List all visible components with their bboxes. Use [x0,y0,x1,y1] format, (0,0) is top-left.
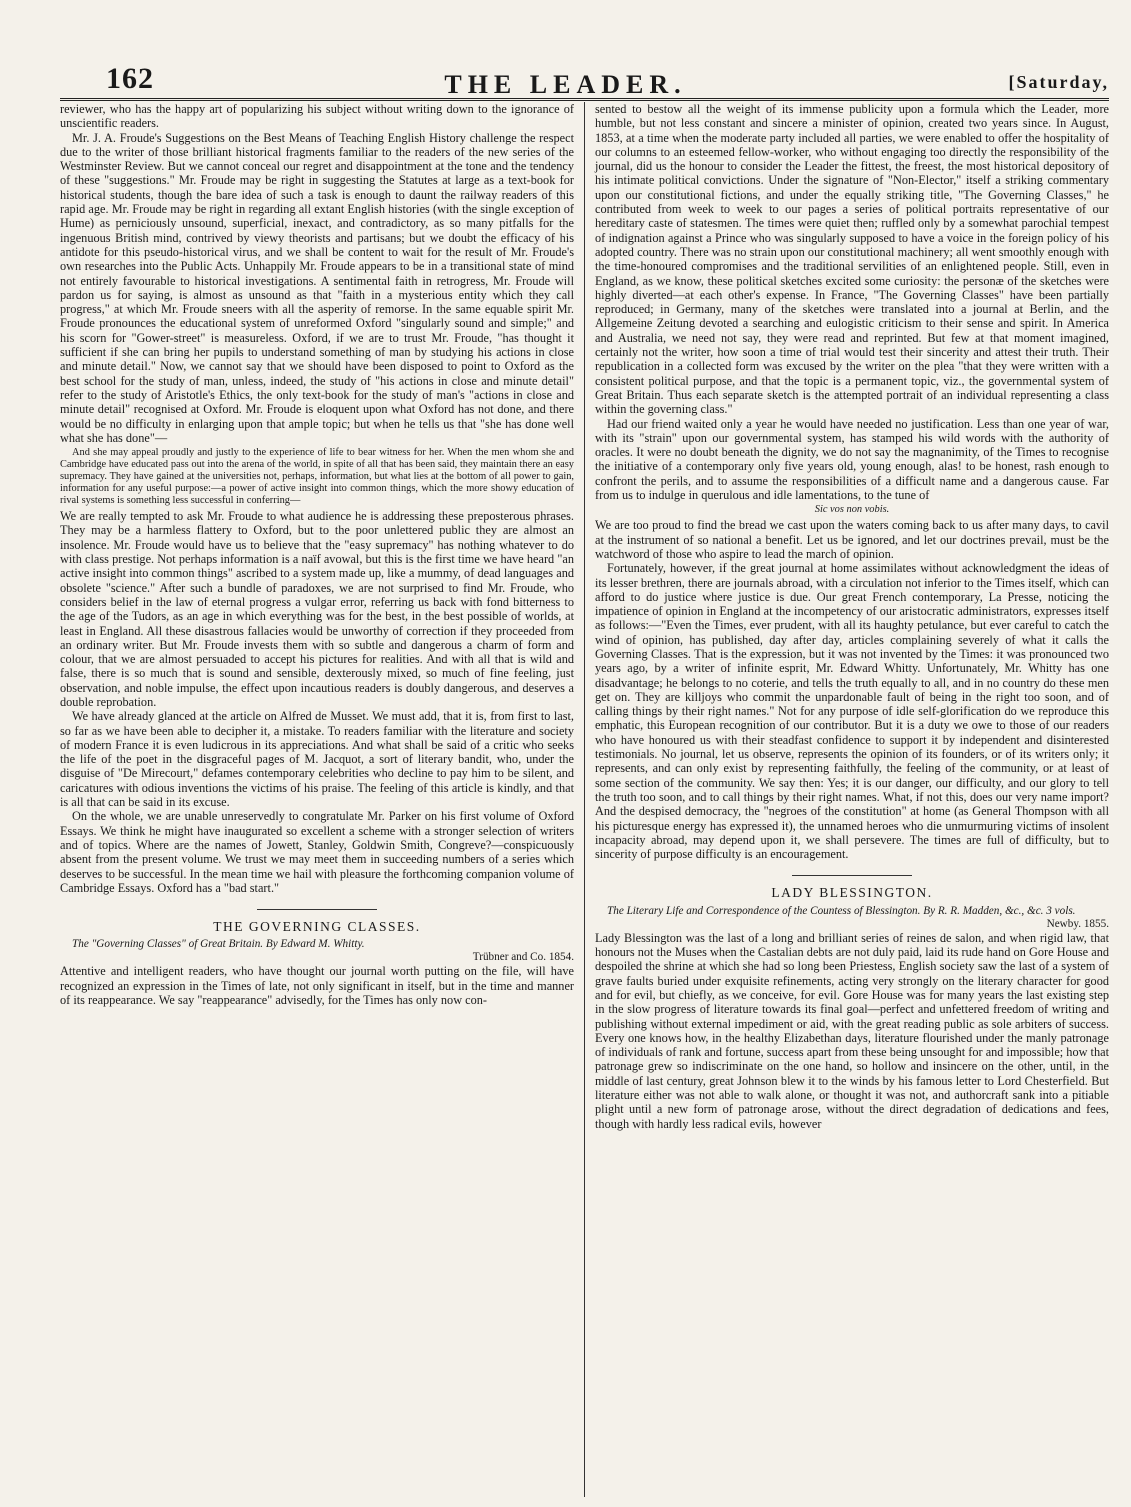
book-title: The "Governing Classes" of Great Britain. By Edward M. Whitty. [72,938,365,951]
section-divider [792,875,912,876]
section-divider [257,909,377,910]
paragraph: reviewer, who has the happy art of popularizing his subject without writing down to the ignorance of unscientific readers. [60,102,574,131]
paragraph: Fortunately, however, if the great journal at home assimilates without acknowledgment the ideas of its lesser brethren, there are journals abroad, with a circulation not inferior to the Times itself, which can afford to do justice where justice is due. Our great French contemporary, La Presse, noticing the impatience of opinion in England at the incompetency of our aristocratic administrators, expresses itself as follows:—"Even the Times, ever prudent, with all its haughty petulance, but ever careful to catch the wind of opinion, has published, day after day, articles complaining severely of what it calls the Governing Classes. That is the expression, but it was not invented by the Times: it was pronounced two years ago, by a writer of infinite esprit, Mr. Edward Whitty. Unfortunately, Mr. Whitty has one disadvantage; he belongs to no coterie, and tells the truth equally to all, and in no country do these men get on. They are killjoys who commit the unpardonable fault of being in the right too soon, and of calling things by their right names." Not for any purpose of idle self-glorification do we reproduce this emphatic, this European recognition of our contributor. But it is a duty we owe to those of our readers who have honoured us with their steadfast confidence to support it by independent and disinterested testimonials. No journal, let us observe, represents the opinion of its founders, or of its writers only; it represents, and can only exist by representing faithfully, the feeling of the community, or at least of some section of the community. We say then: Yes; it is our danger, our difficulty, and our glory to tell the truth too soon, and to call things by their right names. What, if not this, does our very name import? And the despised democracy, the "negroes of the constitution" at home (as General Thompson with all his picturesque energy has expressed it), the unnamed heroes who die unmurmuring victims of insolent incapacity abroad, may depend upon it, we shall persevere. The times are full of difficulty, but to sincerity of purpose difficulty is an encouragement. [595,561,1109,862]
page-number: 162 [106,62,154,95]
newspaper-title: THE LEADER. [444,70,687,99]
motto-text: Sic vos non vobis. [814,504,890,516]
paragraph: We are really tempted to ask Mr. Froude to what audience he is addressing these preposterous phrases. They may be a harmless flattery to Oxford, but to the poor unlettered public they are almost an insolence. Mr. Froude would have us to believe that the "easy supremacy" has nothing whatever to do with class prestige. Not perhaps information is a naïf avowal, but this is the first time we have heard "an active insight into common things" ascribed to a system made up, like a mummy, of dead languages and obsolete "science." After such a bundle of paradoxes, we are not surprised to find Mr. Froude, who considers belief in the law of eternal progress a vulgar error, referring us back with fond bitterness to the age of the Tudors, as an age in which everything was for the best, in the best possible of worlds, at least in England. All these disastrous fallacies would be unworthy of correction if they proceeded from an ordinary writer. But Mr. Froude invests them with so subtle and dangerous a charm of form and colour, that we are almost persuaded to accept his pictures for realities. And with all that is wild and false, there is so much that is sound and sensible, dexterously mixed, so much of fine feeling, just observation, and noble impulse, the effect upon incautious readers is doubly dangerous, and deserves a double reprobation. [60,509,574,709]
columns [60,102,1109,1497]
right-column [584,102,1109,1497]
publisher: Newby. 1855. [1046,917,1109,930]
paragraph: Had our friend waited only a year he would have needed no justification. Less than one year of war, with its "strain" upon our governmental system, has stamped his wild words with the authority of oracles. It were no doubt beneath the dignity, we do not say the magnanimity, of the Times to recognise the initiative of a contemporary only five years old, young enough, alas! to be honest, rash enough to confront the perils, and to assume the responsibilities of a difficult name and a dangerous cause. Far from us to indulge in querulous and idle lamentations, to the tune of [595,416,1109,503]
section-heading: LADY BLESSINGTON. [771,885,933,901]
book-citation [595,904,1109,930]
motto [595,504,1109,516]
paragraph: Attentive and intelligent readers, who have thought our journal worth putting on the file, will have recognized an expression in the Times of late, not only significant in itself, but in the time and manner of its reappearance. We say "reappearance" advisedly, for the Times has only now con- [60,964,574,1008]
paragraph: sented to bestow all the weight of its immense publicity upon a formula which the Leader, more humble, but not less constant and sincere a minister of opinion, created two years since. In August, 1853, at a time when the moderate party included all parties, we were enabled to offer the hospitality of our columns to an esteemed fellow-worker, who without engaging too directly the responsibility of the journal, did us the honour to consider the Leader the fittest, the freest, the most historical depository of his intimate political convictions. Under the signature of "Non-Elector," itself a striking commentary upon our constitutional fictions, and under the equally striking title, "The Governing Classes," he contributed from week to week to our pages a series of political portraits representative of our hereditary caste of statesmen. The times were quiet then; ruffled only by a somewhat parochial tempest of indignation against a Prince who was singularly supposed to have a voice in the foreign policy of his adopted country. There was no strain upon our constitutional machinery; all went smoothly enough with the time-honoured compromises and the traditional servilities of an enlightened people. Still, even in England, as we know, these political sketches excited some curiosity: the personæ of the sketches were highly diverted—at each other's expense. In France, "The Governing Classes" have been partially reproduced; in Germany, many of the sketches were translated into a journal at Berlin, and the Allgemeine Zeitung devoted a searching and eulogistic criticism to their sense and spirit. In America and Australia, we need not say, they were read and reprinted. But few at that moment imagined, certainly not the writer, how soon a time of trial would test their sincerity and attest their truth. Their republication in a collected form was excused by the writer on the plea "that they were written with a consistent political purpose, and that the topic is a permanent topic, viz., the governmental system of Great Britain. Thus each separate sketch is the attempted portrait of an individual representing a class within the governing class." [595,102,1109,417]
masthead-rule [60,98,1109,101]
paragraph: We are too proud to find the bread we cast upon the waters coming back to us after many days, to cavil at the instrument of so national a benefit. Let us be ignored, and let our doctrines prevail, must be the watchword of those who aspire to lead the march of opinion. [595,518,1109,561]
paragraph: We have already glanced at the article on Alfred de Musset. We must add, that it is, from first to last, so far as we have been able to decipher it, a mistake. To readers familiar with the literature and society of modern France it is even ludicrous in its appreciations. And what shall be said of a critic who seeks the life of the poet in the disgraceful pages of M. Jacquot, a sort of literary bandit, who, under the disguise of "De Mirecourt," defames contemporary celebrities who decline to pay him to be silent, and caricatures with odious inventions the victims of his praise. The feeling of this article is kindly, and that is all that can be said in its excuse. [60,709,574,810]
publisher: Trübner and Co. 1854. [472,951,574,964]
section-heading: THE GOVERNING CLASSES. [213,919,421,935]
book-citation [60,938,574,964]
masthead [0,60,1131,100]
paragraph: Mr. J. A. Froude's Suggestions on the Best Means of Teaching English History challenge the respect due to the writer of those brilliant historical fragments familiar to the readers of the new series of the Westminster Review. But we cannot conceal our regret and disappointment at the tone and the tendency of these "suggestions." Mr. Froude may be right in suggesting the Statutes at large as a text-book for historical students, though the bare idea of such a task is enough to daunt the railway readers of this rapid age. Mr. Froude may be right in regarding all extant English histories (with the single exception of Hume) as perniciously unsound, superficial, inexact, and contradictory, as so many pitfalls for the ingenuous British mind, contrived by viewy theorists and partisans; but we doubt the efficacy of his antidote for this pseudo-historical virus, and we shall be content to wait for the result of Mr. Froude's own researches into the Public Acts. Unhappily Mr. Froude appears to be in a transitional state of mind not entirely favourable to historical investigations. A sentimental faith in retrogress, Mr. Froude will pardon us for saying, is almost as unsound as that "faith in a mysterious entity which they call progress," at which Mr. Froude sneers with all the asperity of remorse. In the same equable spirit Mr. Froude pronounces the educational system of unreformed Oxford "singularly sound and simple;" and his scorn for "Gower-street" is measureless. Oxford, if we are to trust Mr. Froude, "has thought it sufficient if she can bring her pupils to understand something of man by studying his actions in close and minute detail." Now, we cannot say that we should have been disposed to point to Oxford as the best school for the study of man, unless, indeed, the study of "his actions in close and minute detail" refer to the study of Aristotle's Ethics, the only text-book for the study of man's "actions in close and minute detail" recognised at Oxford. Mr. Froude is eloquent upon what Oxford has not done, and there would be no difficulty in enlarging upon that ample topic; but when he tells us that "she has done well what she has done"— [60,130,574,445]
paragraph: Lady Blessington was the last of a long and brilliant series of reines de salon, and when rigid law, that honours not the Muses when the Castalian debts are not duly paid, laid its rude hand on Gore House and despoiled the shrine at which she had so long been Priestess, English society saw the last of a system of grave faults buried under exquisite refinements, acting very strongly on the literary character for good and for evil, but chiefly, as we conceive, for evil. Gore House was for many years the last existing step in the slow progress of literature towards its final goal—perfect and unfettered freedom of writing and publishing without external impediment or aid, with the great reading public as sole arbiters of success. Every one knows how, in the healthy Elizabethan days, literature flourished under the manly patronage of individuals of rank and fortune, success apart from these being unsought for and impossible; how that patronage grew so indiscriminate on the one hand, so hollow and insincere on the other, until, in the middle of last century, great Johnson blew it to the winds by his famous letter to Lord Chesterfield. But literature either was not able to walk alone, or thought it was not, and authorcraft sank into a pitiable plight until a new form of patronage arose, without the direct degradation of dedications and fees, though with hardly less radical evils, however [595,930,1109,1131]
left-column [60,102,584,1497]
paragraph: On the whole, we are unable unreservedly to congratulate Mr. Parker on his first volume of Oxford Essays. We think he might have inaugurated so excellent a scheme with a stronger selection of writers and of topics. Where are the names of Jowett, Stanley, Goldwin Smith, Congreve?—conspicuously absent from the present volume. We trust we may meet them in succeeding numbers of a series which deserves to be successful. In the mean time we hail with pleasure the forthcoming companion volume of Cambridge Essays. Oxford has a "bad start." [60,809,574,895]
book-title: The Literary Life and Correspondence of the Countess of Blessington. By R. R. Madden, &c., &c. 3 vols. [607,904,1076,917]
block-quote: And she may appeal proudly and justly to the experience of life to bear witness for her. When the men whom she and Cambridge have educated pass out into the arena of the world, in spite of all that has been said, they maintain there an easy supremacy. They have gained at the universities not, perhaps, information, but what lies at the bottom of all power to gain, information for any useful purpose:—a power of active insight into common things, which the more showy education of rival systems is something less successful in conferring— [60,447,574,507]
issue-day: [Saturday, [1008,72,1109,92]
